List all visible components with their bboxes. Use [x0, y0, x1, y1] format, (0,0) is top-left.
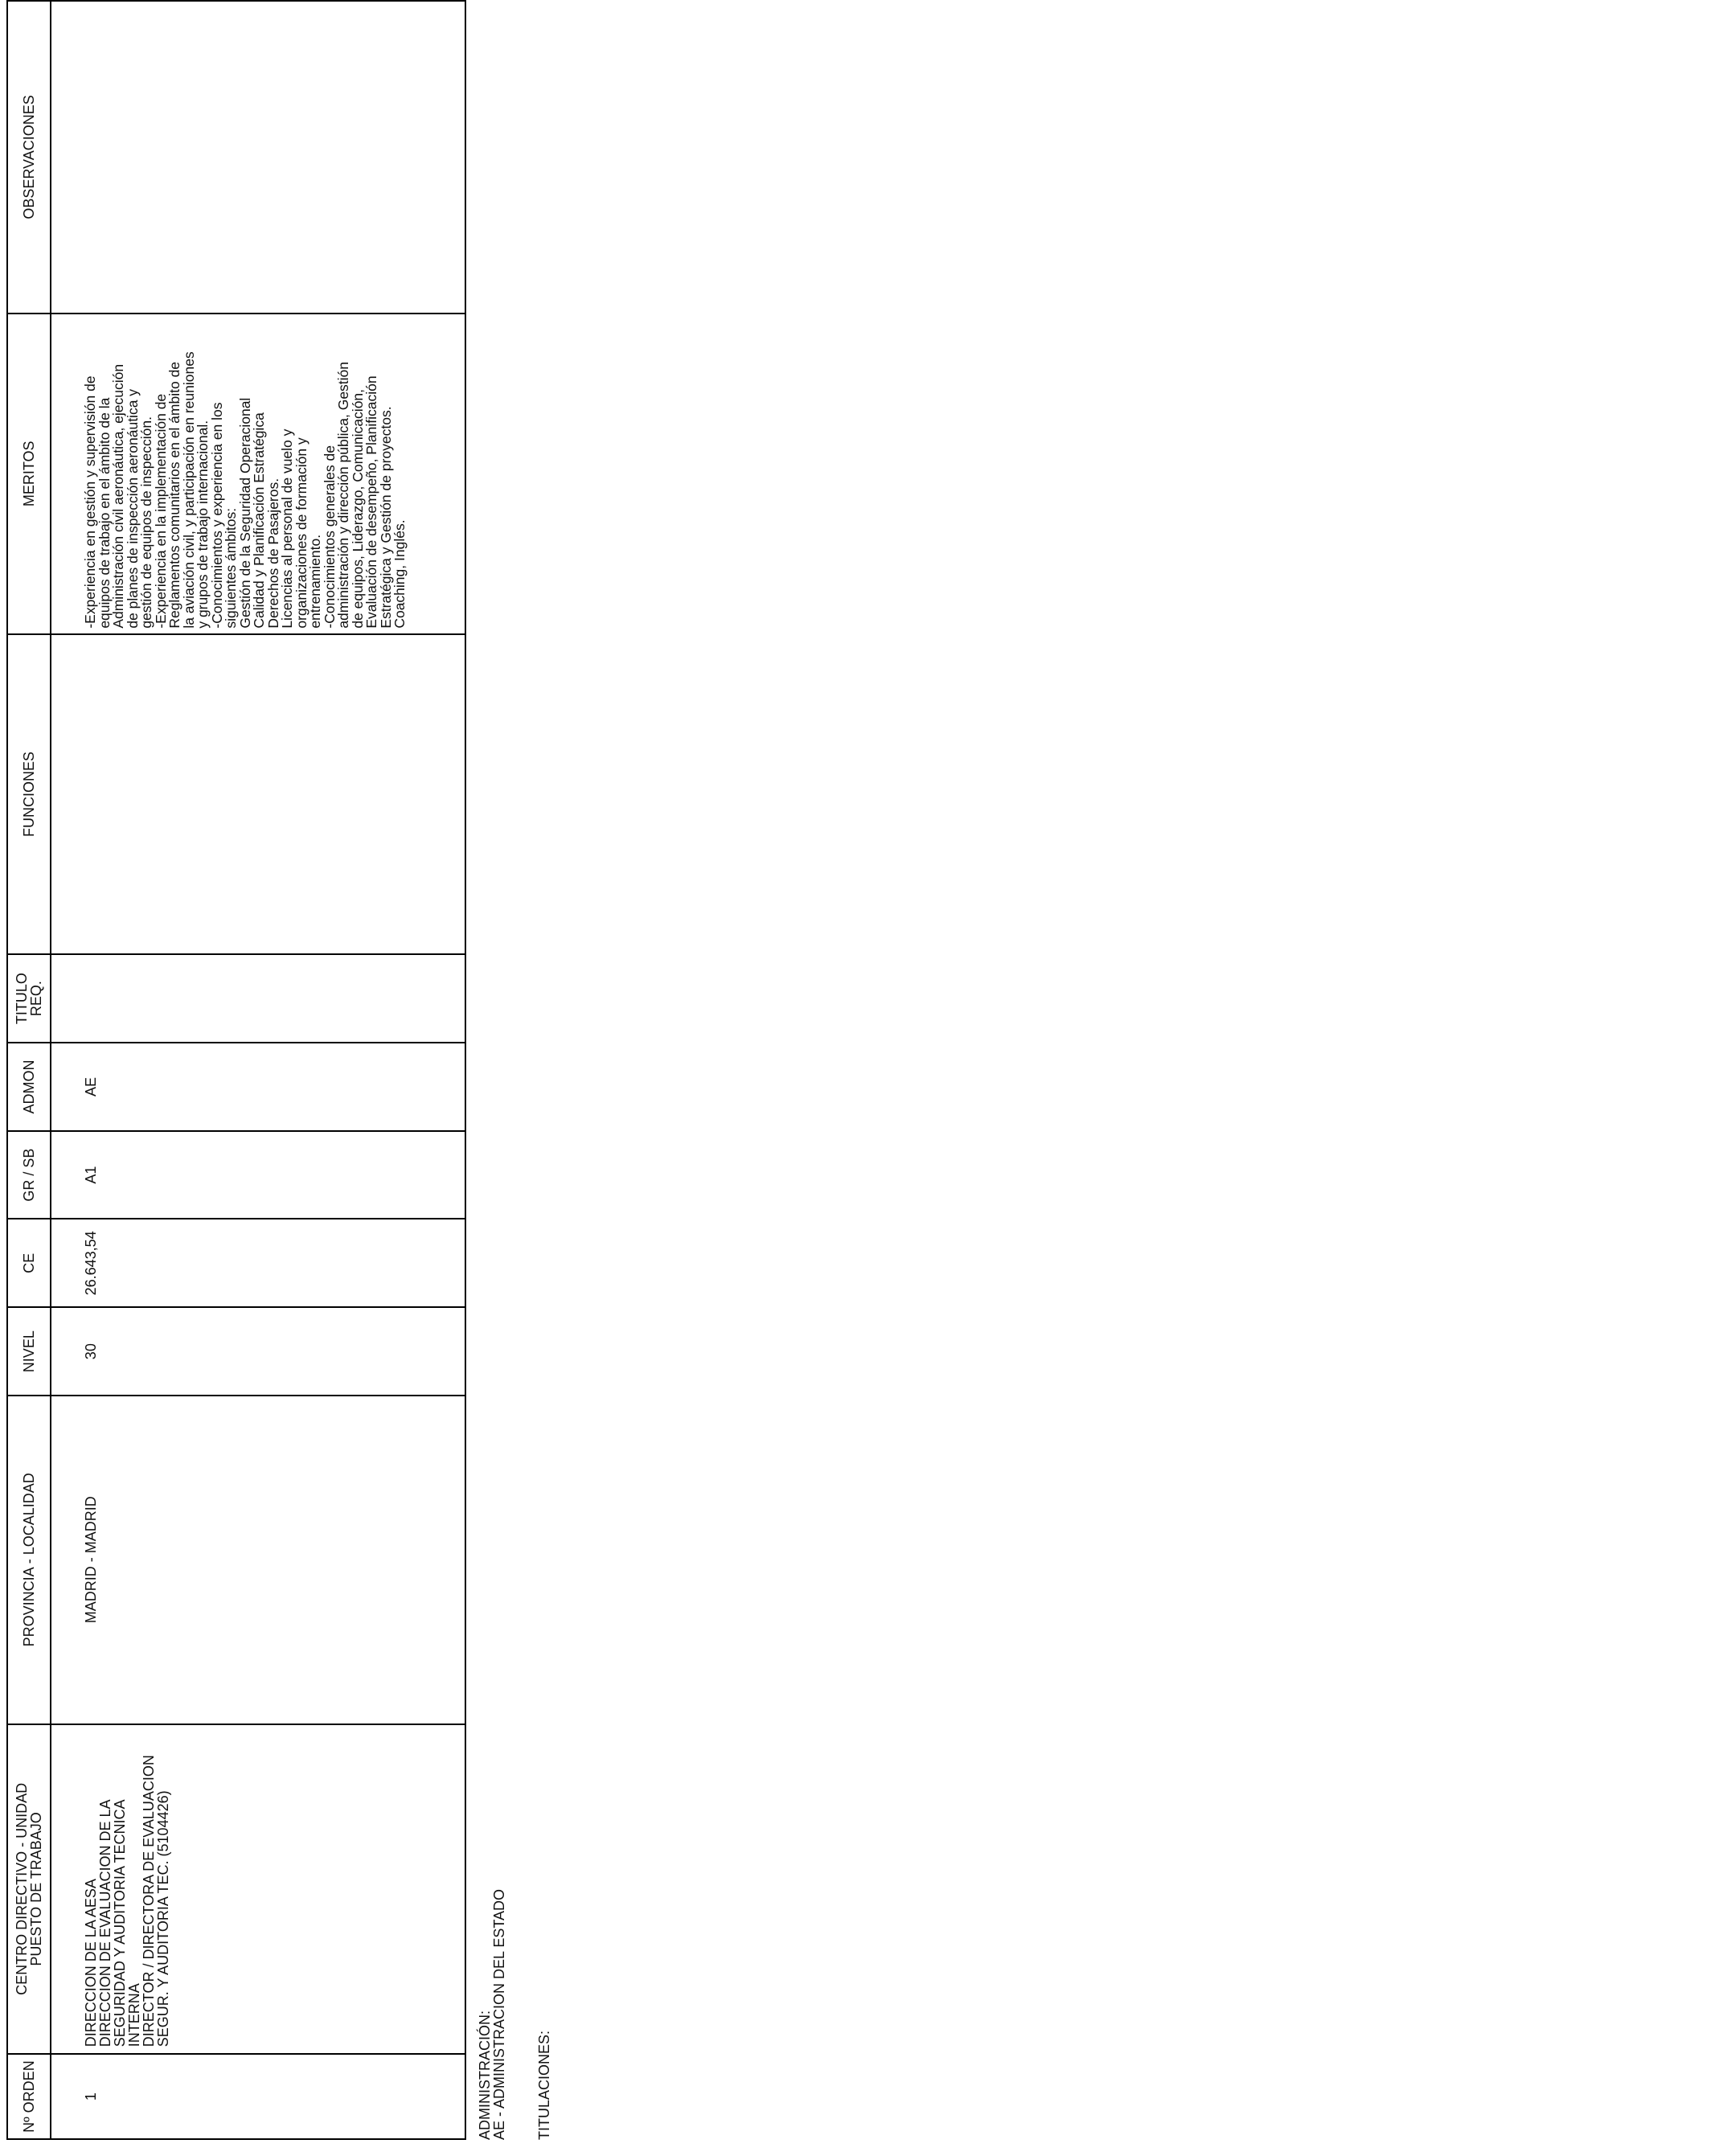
header-text: GR / SB [21, 1148, 37, 1202]
cell-text: 26.643,54 [83, 1231, 99, 1296]
header-admon [7, 1043, 51, 1131]
header-gr-sb [7, 1131, 51, 1219]
header-text: PROVINCIA - LOCALIDAD [21, 1473, 37, 1647]
administracion-legend: AE - ADMINISTRACION DEL ESTADO [491, 1888, 507, 2140]
cell-observaciones [51, 1, 465, 314]
header-text: FUNCIONES [21, 751, 37, 837]
cell-funciones [51, 634, 465, 955]
table-header [7, 1, 51, 2139]
cell-nivel [51, 1307, 465, 1396]
administracion-label: ADMINISTRACIÓN: [477, 2010, 493, 2140]
header-ce [7, 1219, 51, 1307]
header-text: REQ. [28, 981, 44, 1017]
cell-provincia [51, 1396, 465, 1724]
header-text: MERITOS [21, 441, 37, 507]
header-observaciones [7, 1, 51, 314]
cell-titulo [51, 954, 465, 1043]
cell-ce [51, 1219, 465, 1307]
header-row [7, 1, 51, 2139]
header-nivel [7, 1307, 51, 1396]
header-provincia [7, 1396, 51, 1724]
header-text: Nº ORDEN [21, 2060, 37, 2133]
header-centro [7, 1724, 51, 2055]
header-titulo [7, 954, 51, 1043]
cell-meritos [51, 314, 465, 634]
header-text: NIVEL [21, 1330, 37, 1373]
header-text: OBSERVACIONES [21, 95, 37, 219]
header-text: CENTRO DIRECTIVO - UNIDAD [14, 1782, 30, 1995]
cell-text: 1 [83, 2092, 99, 2101]
cell-text: A1 [83, 1166, 99, 1184]
footer-legend [477, 1889, 551, 2140]
cell-orden [51, 2054, 465, 2139]
cell-text: DIRECCION DE LA AESA DIRECCION DE EVALUACION DE LA SEGURIDAD Y AUDITORIA TECNICA INTERNA DIRECTOR / DIRECTORA DE EVALUACION SEGUR. Y AUDITORIA TEC. (5104426) [83, 1755, 171, 2047]
cell-gr-sb [51, 1131, 465, 1219]
cell-text: MADRID - MADRID [83, 1496, 99, 1624]
cell-centro [51, 1724, 465, 2055]
header-text: PUESTO DE TRABAJO [28, 1812, 44, 1966]
header-text: ADMON [21, 1060, 37, 1114]
cell-text: 30 [83, 1343, 99, 1360]
header-funciones [7, 634, 51, 955]
cell-text: AE [83, 1076, 99, 1096]
titulaciones-label: TITULACIONES: [536, 2030, 552, 2140]
puestos-table [6, 0, 466, 2140]
header-text: CE [21, 1252, 37, 1273]
table-body [51, 1, 465, 2139]
header-meritos [7, 314, 51, 634]
table-row [51, 1, 465, 2139]
header-text: TITULO [14, 973, 30, 1025]
header-orden [7, 2054, 51, 2139]
cell-text: -Experiencia en gestión y supervisión de equipos de trabajo en el ámbito de la Administración civil aeronáutica, ejecución de planes de inspección aeronáutica y gestión de equipos de inspección. -Experiencia en la implementación de Reglamentos comunitarios en el ámbito de la aviación civil, y participación en reuniones y grupos de trabajo internacional. -Conocimientos y experiencia en los siguientes ámbitos: Gestión de la Seguridad Operacional Calidad y Planificación Estratégica Derechos de Pasajeros. Licencias al personal de vuelo y organizaciones de formación y entrenamiento. -Conocimientos generales de administración y dirección pública, Gestión de equipos, Liderazgo, Comunicación, Evaluación de desempeño, Planificación Estratégica y Gestión de proyectos. Coaching, Inglés. [82, 351, 408, 629]
cell-admon [51, 1043, 465, 1131]
